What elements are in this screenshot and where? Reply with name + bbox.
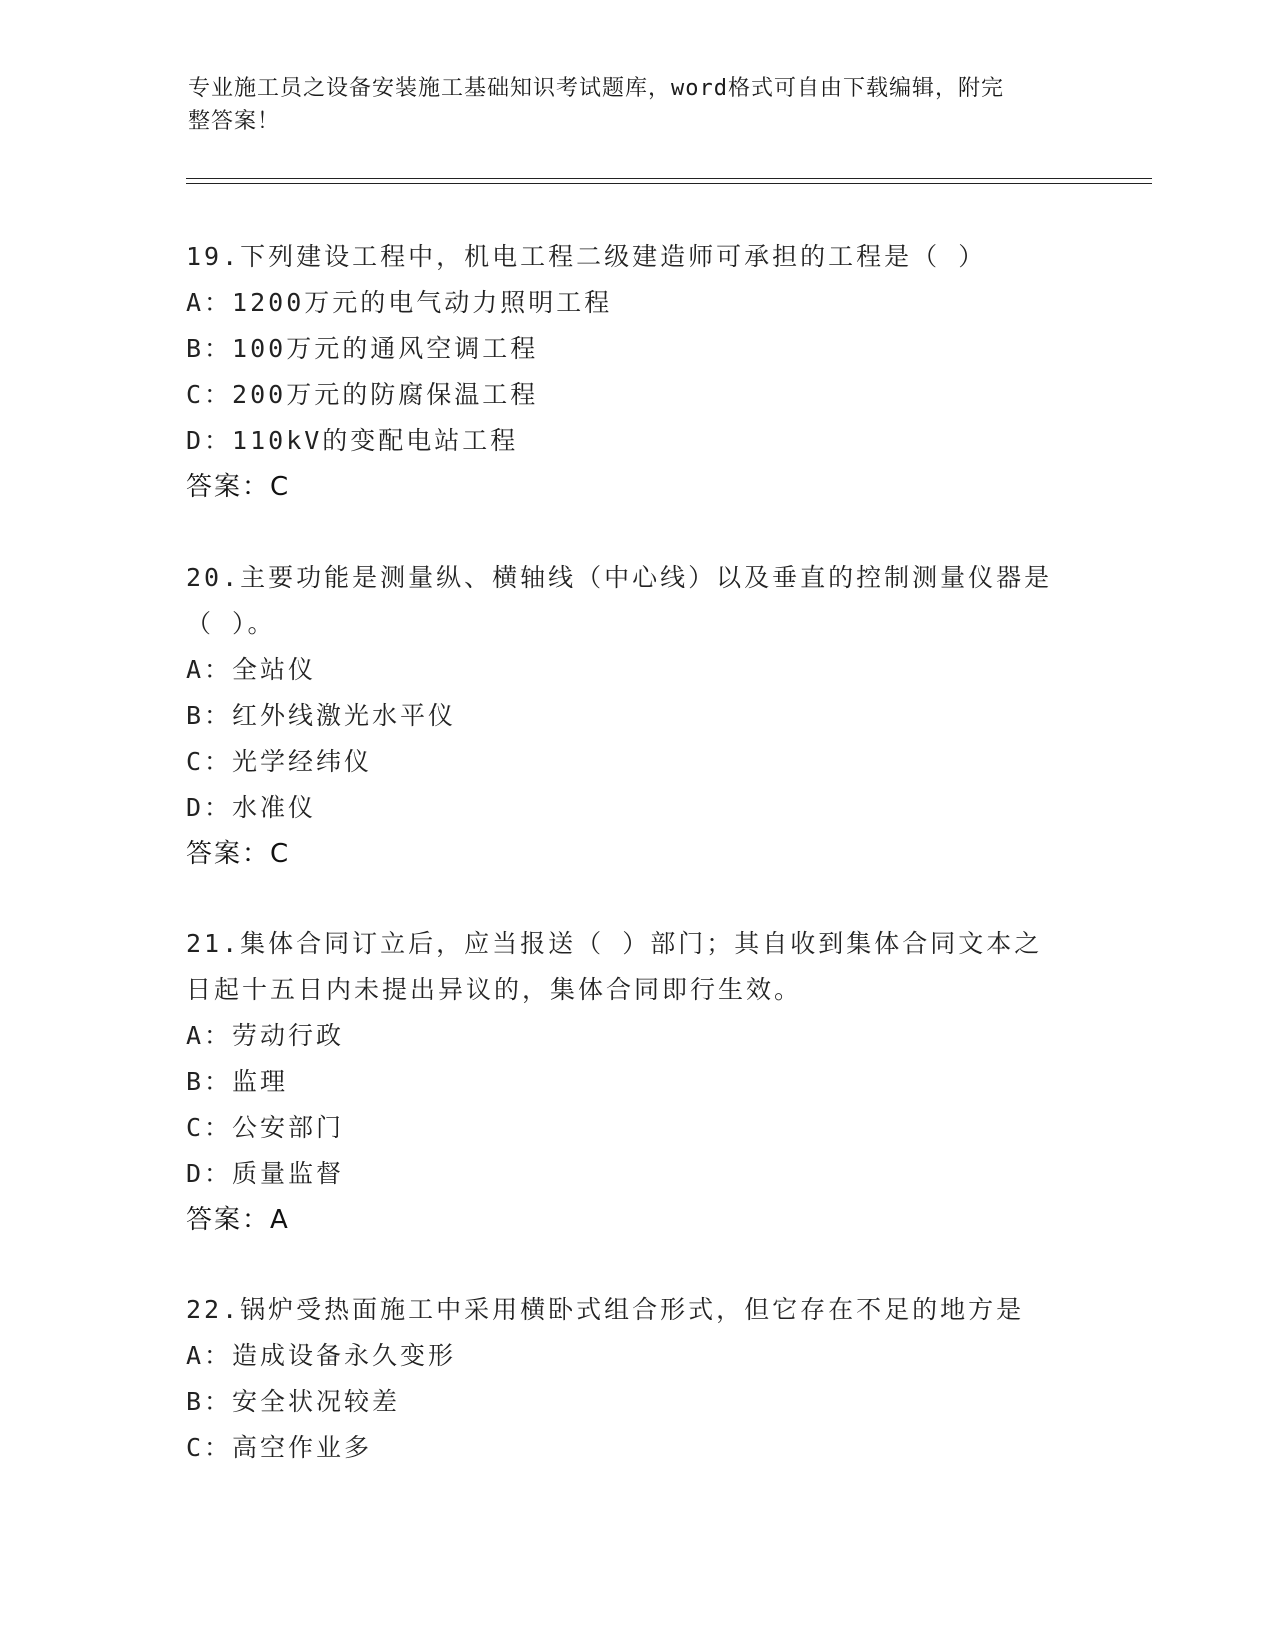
answer: 答案：A xyxy=(186,1205,290,1235)
option-a: A：1200万元的电气动力照明工程 xyxy=(186,288,613,317)
option-d: D：质量监督 xyxy=(186,1159,345,1188)
question-21 xyxy=(186,921,1086,1243)
option-b: B：安全状况较差 xyxy=(186,1387,401,1416)
option-b: B：100万元的通风空调工程 xyxy=(186,334,539,363)
option-c: C：光学经纬仪 xyxy=(186,747,373,776)
question-20 xyxy=(186,555,1086,877)
option-b: B：监理 xyxy=(186,1067,289,1096)
header-divider-top xyxy=(186,178,1152,179)
question-stem-continued: 日起十五日内未提出异议的，集体合同即行生效。 xyxy=(186,975,803,1004)
answer: 答案：C xyxy=(186,472,291,502)
question-stem-continued: （ ）。 xyxy=(186,609,276,638)
option-a: A：造成设备永久变形 xyxy=(186,1341,457,1370)
header-divider-bottom xyxy=(186,183,1152,184)
header-line-2: 整答案！ xyxy=(188,109,281,134)
question-stem: 19.下列建设工程中，机电工程二级建造师可承担的工程是（ ） xyxy=(186,242,987,271)
option-c: C：高空作业多 xyxy=(186,1433,373,1462)
question-stem: 21.集体合同订立后，应当报送（ ）部门；其自收到集体合同文本之 xyxy=(186,929,1043,958)
option-d: D：110kV的变配电站工程 xyxy=(186,426,519,455)
option-c: C：公安部门 xyxy=(186,1113,345,1142)
option-c: C：200万元的防腐保温工程 xyxy=(186,380,539,409)
option-d: D：水准仪 xyxy=(186,793,317,822)
question-19 xyxy=(186,234,1086,510)
question-stem: 22.锅炉受热面施工中采用横卧式组合形式，但它存在不足的地方是 xyxy=(186,1295,1025,1324)
question-22 xyxy=(186,1287,1086,1471)
question-stem: 20.主要功能是测量纵、横轴线（中心线）以及垂直的控制测量仪器是 xyxy=(186,563,1053,592)
answer: 答案：C xyxy=(186,839,291,869)
document-header xyxy=(188,72,1088,138)
option-a: A：全站仪 xyxy=(186,655,317,684)
option-a: A：劳动行政 xyxy=(186,1021,345,1050)
header-line-1: 专业施工员之设备安装施工基础知识考试题库，word格式可自由下载编辑，附完 xyxy=(188,76,1004,101)
option-b: B：红外线激光水平仪 xyxy=(186,701,457,730)
